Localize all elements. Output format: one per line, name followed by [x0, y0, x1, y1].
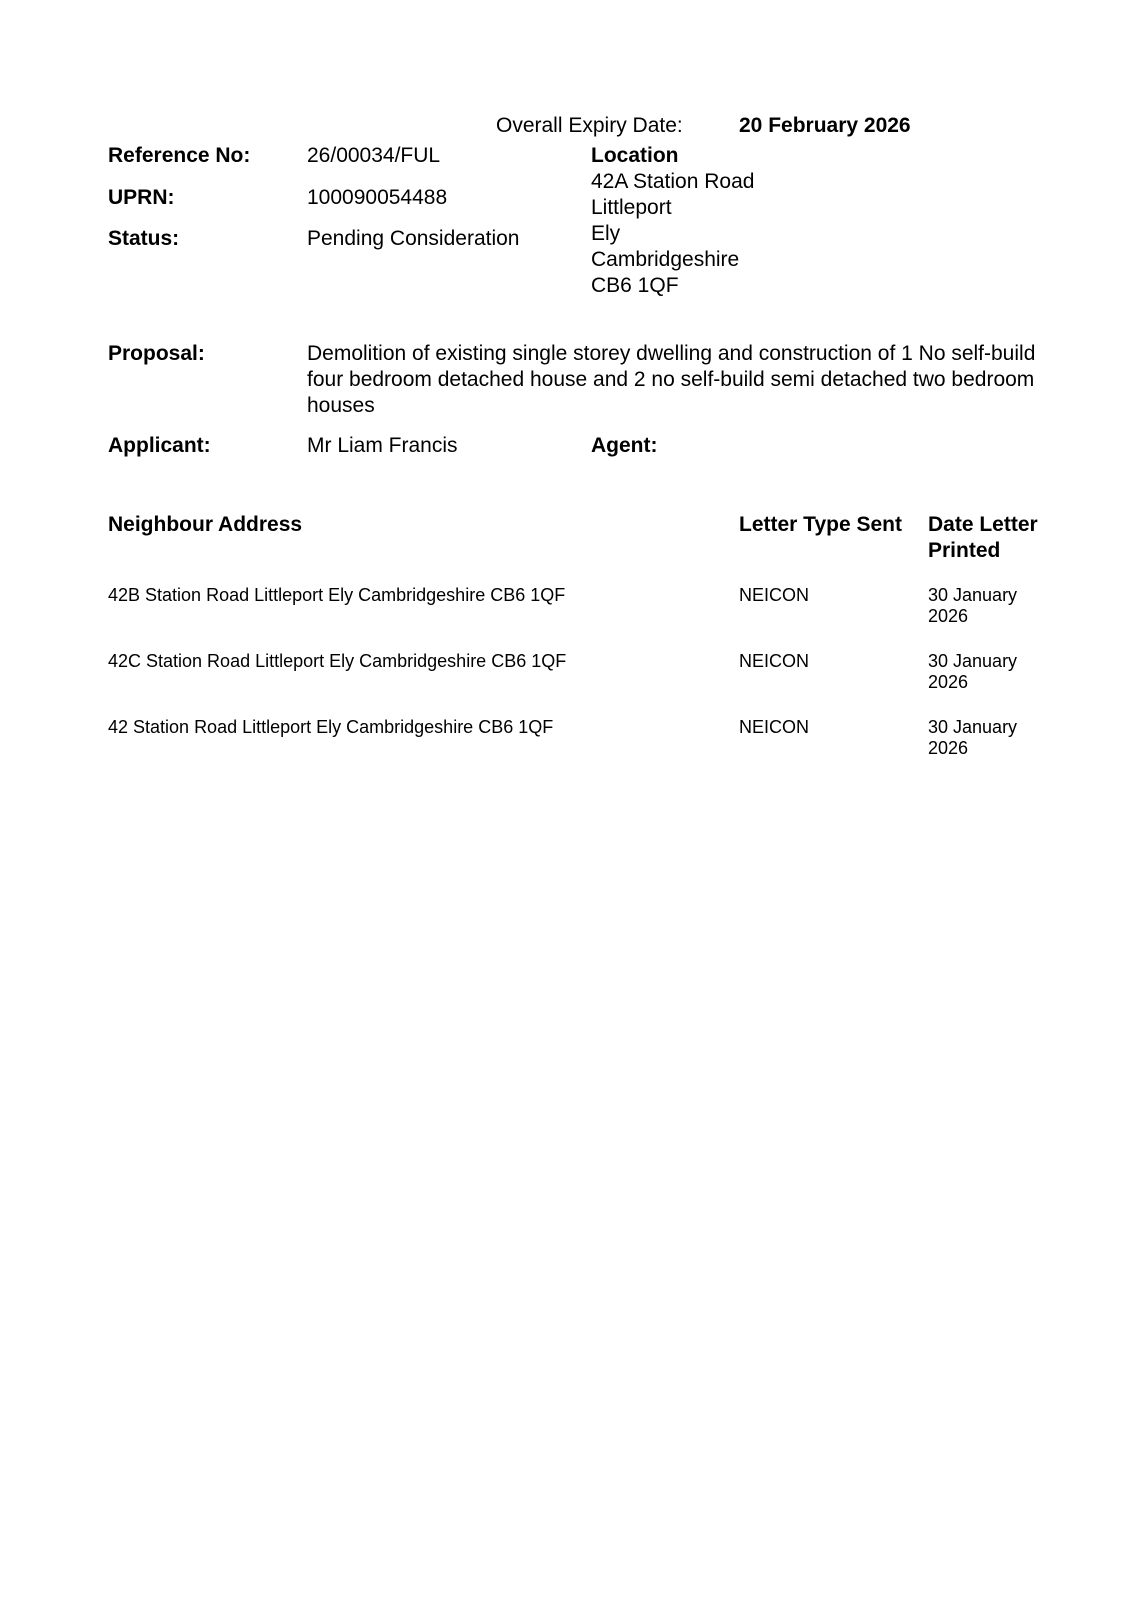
reference-value: 26/00034/FUL	[307, 144, 441, 167]
letter-type: NEICON	[739, 717, 810, 737]
table-row	[0, 717, 1131, 783]
date-printed: 30 January 2026	[928, 585, 1018, 626]
table-row	[0, 585, 1131, 651]
location-heading: Location	[591, 144, 679, 167]
letter-type: NEICON	[739, 585, 810, 605]
column-header-letter-type: Letter Type Sent	[739, 513, 902, 536]
location-line: 42A Station Road	[591, 170, 755, 193]
location-line: Littleport	[591, 196, 672, 219]
date-printed: 30 January 2026	[928, 717, 1018, 758]
neighbour-address: 42C Station Road Littleport Ely Cambridgeshire CB6 1QF	[108, 651, 567, 671]
expiry-date-label: Overall Expiry Date:	[496, 114, 683, 137]
column-header-neighbour-address: Neighbour Address	[108, 513, 303, 536]
location-line: Ely	[591, 222, 621, 245]
neighbour-address: 42 Station Road Littleport Ely Cambridgeshire CB6 1QF	[108, 717, 554, 737]
location-line: CB6 1QF	[591, 274, 679, 297]
letter-type: NEICON	[739, 651, 810, 671]
column-header-date-printed: Date Letter Printed	[928, 513, 1038, 562]
uprn-label: UPRN:	[108, 186, 175, 209]
applicant-value: Mr Liam Francis	[307, 434, 458, 457]
agent-label: Agent:	[591, 434, 658, 457]
status-value: Pending Consideration	[307, 227, 520, 250]
proposal-label: Proposal:	[108, 342, 205, 365]
expiry-date-value: 20 February 2026	[739, 114, 911, 137]
location-line: Cambridgeshire	[591, 248, 740, 271]
reference-label: Reference No:	[108, 144, 251, 167]
table-row	[0, 651, 1131, 717]
uprn-value: 100090054488	[307, 186, 448, 209]
date-printed: 30 January 2026	[928, 651, 1018, 692]
neighbour-address: 42B Station Road Littleport Ely Cambridgeshire CB6 1QF	[108, 585, 566, 605]
location-address	[591, 169, 754, 299]
applicant-label: Applicant:	[108, 434, 211, 457]
proposal-text: Demolition of existing single storey dwelling and construction of 1 No self-build four bedroom detached house and 2 no self-build semi detached two bedroom houses	[307, 342, 1036, 417]
status-label: Status:	[108, 227, 180, 250]
